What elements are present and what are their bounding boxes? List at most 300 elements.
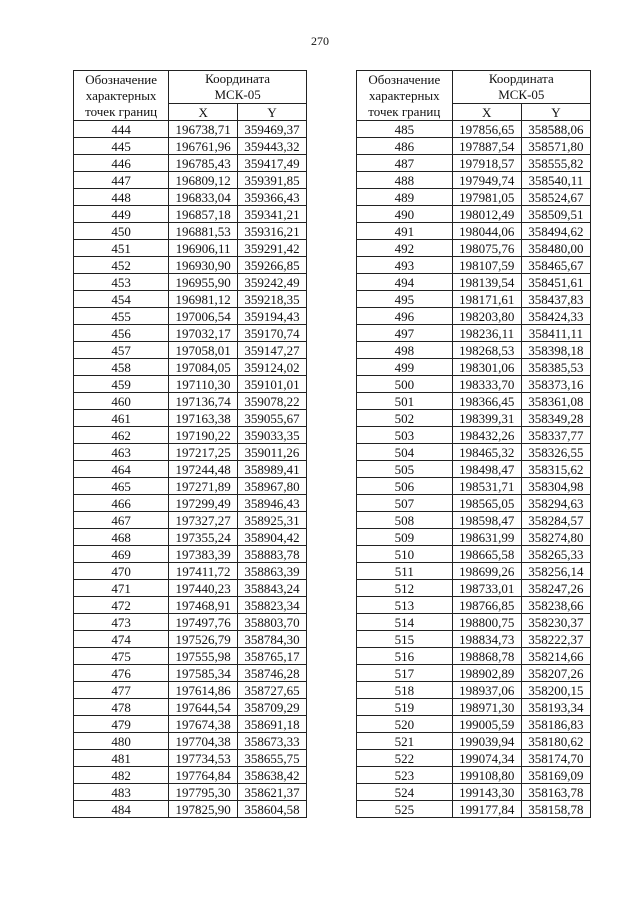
point-number: 518	[357, 682, 453, 699]
coord-x: 197355,24	[169, 529, 238, 546]
point-number: 457	[74, 342, 169, 359]
table-row	[357, 580, 591, 597]
table-row	[357, 444, 591, 461]
point-number: 447	[74, 172, 169, 189]
table-row	[357, 546, 591, 563]
table-row	[357, 257, 591, 274]
coord-y: 358843,24	[238, 580, 307, 597]
point-number: 475	[74, 648, 169, 665]
point-number: 520	[357, 716, 453, 733]
point-number: 503	[357, 427, 453, 444]
point-number: 456	[74, 325, 169, 342]
coord-y: 359316,21	[238, 223, 307, 240]
point-number: 451	[74, 240, 169, 257]
table-row	[74, 121, 307, 138]
point-number: 510	[357, 546, 453, 563]
point-number: 498	[357, 342, 453, 359]
header-x: X	[452, 104, 521, 121]
point-number: 525	[357, 801, 453, 818]
coord-x: 196955,90	[169, 274, 238, 291]
table-row	[357, 733, 591, 750]
table-row	[74, 410, 307, 427]
table-row	[74, 291, 307, 308]
coord-x: 197383,39	[169, 546, 238, 563]
coord-y: 358524,67	[521, 189, 590, 206]
coord-x: 198075,76	[452, 240, 521, 257]
coord-y: 358494,62	[521, 223, 590, 240]
table-row	[357, 138, 591, 155]
table-row	[74, 342, 307, 359]
point-number: 506	[357, 478, 453, 495]
point-number: 484	[74, 801, 169, 818]
point-number: 463	[74, 444, 169, 461]
coord-y: 358655,75	[238, 750, 307, 767]
coord-x: 198171,61	[452, 291, 521, 308]
point-number: 469	[74, 546, 169, 563]
point-number: 472	[74, 597, 169, 614]
point-number: 490	[357, 206, 453, 223]
point-number: 474	[74, 631, 169, 648]
coord-y: 358727,65	[238, 682, 307, 699]
coord-y: 359194,43	[238, 308, 307, 325]
coord-x: 197981,05	[452, 189, 521, 206]
coord-x: 196906,11	[169, 240, 238, 257]
point-number: 524	[357, 784, 453, 801]
point-number: 492	[357, 240, 453, 257]
table-row	[74, 733, 307, 750]
table-row	[74, 614, 307, 631]
coord-x: 197887,54	[452, 138, 521, 155]
coord-y: 358349,28	[521, 410, 590, 427]
table-row	[357, 801, 591, 818]
table-row	[357, 767, 591, 784]
header-designation-line: Обозначение	[85, 71, 158, 87]
point-number: 513	[357, 597, 453, 614]
coord-y: 358709,29	[238, 699, 307, 716]
table-row	[74, 580, 307, 597]
coord-x: 197795,30	[169, 784, 238, 801]
coord-y: 358480,00	[521, 240, 590, 257]
table-row	[74, 155, 307, 172]
table-row	[357, 716, 591, 733]
coord-y: 358247,26	[521, 580, 590, 597]
point-number: 515	[357, 631, 453, 648]
header-designation-line: точек границ	[85, 103, 158, 119]
table-row	[357, 631, 591, 648]
table-row	[74, 444, 307, 461]
point-number: 489	[357, 189, 453, 206]
coord-x: 197217,25	[169, 444, 238, 461]
point-number: 501	[357, 393, 453, 410]
coord-y: 358230,37	[521, 614, 590, 631]
table-row	[357, 648, 591, 665]
table-row	[357, 291, 591, 308]
table-row	[357, 240, 591, 257]
table-row	[74, 495, 307, 512]
coord-y: 358294,63	[521, 495, 590, 512]
point-number: 505	[357, 461, 453, 478]
coord-y: 359443,32	[238, 138, 307, 155]
coord-y: 358222,37	[521, 631, 590, 648]
coord-x: 197411,72	[169, 563, 238, 580]
coord-y: 358803,70	[238, 614, 307, 631]
point-number: 512	[357, 580, 453, 597]
coord-y: 358186,83	[521, 716, 590, 733]
coord-y: 359291,42	[238, 240, 307, 257]
header-designation-line: точек границ	[368, 103, 441, 119]
coord-y: 358863,39	[238, 563, 307, 580]
table-row	[74, 478, 307, 495]
coord-y: 358274,80	[521, 529, 590, 546]
point-number: 468	[74, 529, 169, 546]
table-row	[357, 563, 591, 580]
table-row	[357, 784, 591, 801]
coord-y: 359366,43	[238, 189, 307, 206]
table-row	[74, 597, 307, 614]
point-number: 500	[357, 376, 453, 393]
point-number: 519	[357, 699, 453, 716]
table-row	[74, 325, 307, 342]
coord-y: 358925,31	[238, 512, 307, 529]
coord-y: 358163,78	[521, 784, 590, 801]
point-number: 485	[357, 121, 453, 138]
coord-x: 198301,06	[452, 359, 521, 376]
coord-x: 198333,70	[452, 376, 521, 393]
coordinates-table-right	[356, 70, 591, 818]
point-number: 488	[357, 172, 453, 189]
coord-x: 199005,59	[452, 716, 521, 733]
coord-x: 197032,17	[169, 325, 238, 342]
coord-x: 197614,86	[169, 682, 238, 699]
coord-y: 358904,42	[238, 529, 307, 546]
coord-x: 197190,22	[169, 427, 238, 444]
point-number: 523	[357, 767, 453, 784]
table-row	[74, 393, 307, 410]
table-row	[357, 308, 591, 325]
point-number: 444	[74, 121, 169, 138]
table-row	[357, 410, 591, 427]
coord-x: 198268,53	[452, 342, 521, 359]
coord-x: 197704,38	[169, 733, 238, 750]
table-row	[357, 342, 591, 359]
coord-y: 358158,78	[521, 801, 590, 818]
coord-y: 359417,49	[238, 155, 307, 172]
table-row	[74, 206, 307, 223]
coord-y: 358424,33	[521, 308, 590, 325]
table-row	[74, 767, 307, 784]
coord-x: 197674,38	[169, 716, 238, 733]
coord-x: 197644,54	[169, 699, 238, 716]
table-row	[357, 121, 591, 138]
header-designation-line: характерных	[85, 87, 157, 103]
header-designation-line: характерных	[368, 87, 440, 103]
coord-y: 358169,09	[521, 767, 590, 784]
coord-x: 198733,01	[452, 580, 521, 597]
point-number: 516	[357, 648, 453, 665]
header-coordinate-line: МСК-05	[498, 87, 545, 102]
point-number: 466	[74, 495, 169, 512]
table-row	[357, 189, 591, 206]
header-designation	[74, 71, 169, 121]
table-row	[74, 274, 307, 291]
coord-y: 358207,26	[521, 665, 590, 682]
coord-y: 358214,66	[521, 648, 590, 665]
coord-x: 198044,06	[452, 223, 521, 240]
coord-y: 358256,14	[521, 563, 590, 580]
table-row	[357, 614, 591, 631]
header-coordinate	[452, 71, 590, 104]
coord-y: 358265,33	[521, 546, 590, 563]
coord-x: 196881,53	[169, 223, 238, 240]
page-number: 270	[311, 34, 329, 48]
coord-y: 358361,08	[521, 393, 590, 410]
coord-y: 358746,28	[238, 665, 307, 682]
coord-y: 358193,34	[521, 699, 590, 716]
point-number: 448	[74, 189, 169, 206]
coord-x: 197110,30	[169, 376, 238, 393]
coord-x: 198531,71	[452, 478, 521, 495]
coord-y: 359147,27	[238, 342, 307, 359]
table-row	[74, 189, 307, 206]
coord-y: 358437,83	[521, 291, 590, 308]
table-row	[74, 308, 307, 325]
coord-x: 197734,53	[169, 750, 238, 767]
table-row	[357, 529, 591, 546]
point-number: 477	[74, 682, 169, 699]
coord-x: 196761,96	[169, 138, 238, 155]
point-number: 476	[74, 665, 169, 682]
coord-y: 358883,78	[238, 546, 307, 563]
table-row	[357, 427, 591, 444]
point-number: 478	[74, 699, 169, 716]
point-number: 455	[74, 308, 169, 325]
coord-y: 359033,35	[238, 427, 307, 444]
point-number: 450	[74, 223, 169, 240]
point-number: 511	[357, 563, 453, 580]
point-number: 509	[357, 529, 453, 546]
coord-y: 359055,67	[238, 410, 307, 427]
header-coordinate-line: МСК-05	[214, 87, 261, 102]
coord-x: 197271,89	[169, 478, 238, 495]
coord-y: 359078,22	[238, 393, 307, 410]
point-number: 522	[357, 750, 453, 767]
table-row	[74, 240, 307, 257]
coord-x: 196738,71	[169, 121, 238, 138]
table-row	[74, 631, 307, 648]
coord-y: 358604,58	[238, 801, 307, 818]
coord-x: 196981,12	[169, 291, 238, 308]
point-number: 496	[357, 308, 453, 325]
table-row	[357, 461, 591, 478]
table-row	[74, 512, 307, 529]
coord-x: 196857,18	[169, 206, 238, 223]
coord-x: 198107,59	[452, 257, 521, 274]
coord-x: 199039,94	[452, 733, 521, 750]
point-number: 504	[357, 444, 453, 461]
point-number: 464	[74, 461, 169, 478]
coord-y: 358989,41	[238, 461, 307, 478]
coord-y: 359341,21	[238, 206, 307, 223]
coord-x: 198565,05	[452, 495, 521, 512]
point-number: 486	[357, 138, 453, 155]
table-row	[357, 376, 591, 393]
coord-y: 359170,74	[238, 325, 307, 342]
point-number: 449	[74, 206, 169, 223]
coord-y: 358588,06	[521, 121, 590, 138]
coord-x: 198937,06	[452, 682, 521, 699]
point-number: 471	[74, 580, 169, 597]
coord-y: 358946,43	[238, 495, 307, 512]
point-number: 481	[74, 750, 169, 767]
point-number: 461	[74, 410, 169, 427]
table-row	[74, 665, 307, 682]
table-row	[357, 512, 591, 529]
coord-y: 358465,67	[521, 257, 590, 274]
coord-y: 358398,18	[521, 342, 590, 359]
table-row	[74, 784, 307, 801]
coord-x: 199177,84	[452, 801, 521, 818]
coord-x: 196930,90	[169, 257, 238, 274]
table-row	[357, 665, 591, 682]
coord-x: 197244,48	[169, 461, 238, 478]
coord-y: 358238,66	[521, 597, 590, 614]
table-row	[74, 461, 307, 478]
table-row	[74, 682, 307, 699]
coord-y: 358638,42	[238, 767, 307, 784]
point-number: 458	[74, 359, 169, 376]
point-number: 507	[357, 495, 453, 512]
header-designation-line: Обозначение	[368, 71, 441, 87]
header-y: Y	[521, 104, 590, 121]
coord-x: 198366,45	[452, 393, 521, 410]
point-number: 465	[74, 478, 169, 495]
table-row	[357, 325, 591, 342]
coord-x: 197825,90	[169, 801, 238, 818]
coord-y: 358765,17	[238, 648, 307, 665]
coord-y: 358823,34	[238, 597, 307, 614]
point-number: 454	[74, 291, 169, 308]
table-row	[74, 546, 307, 563]
table-row	[357, 223, 591, 240]
coord-y: 358200,15	[521, 682, 590, 699]
coord-x: 198203,80	[452, 308, 521, 325]
table-row	[74, 359, 307, 376]
coord-x: 197136,74	[169, 393, 238, 410]
coord-y: 358784,30	[238, 631, 307, 648]
coord-y: 358180,62	[521, 733, 590, 750]
coord-y: 358304,98	[521, 478, 590, 495]
coord-y: 359266,85	[238, 257, 307, 274]
coord-x: 197526,79	[169, 631, 238, 648]
table-row	[74, 223, 307, 240]
table-row	[357, 359, 591, 376]
table-row	[74, 257, 307, 274]
coord-x: 198971,30	[452, 699, 521, 716]
point-number: 446	[74, 155, 169, 172]
point-number: 480	[74, 733, 169, 750]
table-row	[74, 529, 307, 546]
coord-x: 197497,76	[169, 614, 238, 631]
coord-y: 358411,11	[521, 325, 590, 342]
point-number: 462	[74, 427, 169, 444]
table-row	[357, 478, 591, 495]
coord-x: 197006,54	[169, 308, 238, 325]
point-number: 495	[357, 291, 453, 308]
coord-x: 196809,12	[169, 172, 238, 189]
table-row	[74, 172, 307, 189]
table-row	[357, 155, 591, 172]
coord-x: 198399,31	[452, 410, 521, 427]
coord-y: 358284,57	[521, 512, 590, 529]
coord-y: 358337,77	[521, 427, 590, 444]
header-coordinate	[169, 71, 307, 104]
table-row	[74, 648, 307, 665]
table-row	[74, 801, 307, 818]
coord-y: 358621,37	[238, 784, 307, 801]
point-number: 482	[74, 767, 169, 784]
coord-y: 359469,37	[238, 121, 307, 138]
table-row	[74, 138, 307, 155]
table-row	[357, 393, 591, 410]
coord-y: 359101,01	[238, 376, 307, 393]
coord-x: 198465,32	[452, 444, 521, 461]
coord-x: 196833,04	[169, 189, 238, 206]
coord-x: 198432,26	[452, 427, 521, 444]
coord-x: 197327,27	[169, 512, 238, 529]
coord-x: 197918,57	[452, 155, 521, 172]
point-number: 459	[74, 376, 169, 393]
point-number: 508	[357, 512, 453, 529]
point-number: 473	[74, 614, 169, 631]
coord-x: 198236,11	[452, 325, 521, 342]
coord-y: 358571,80	[521, 138, 590, 155]
point-number: 453	[74, 274, 169, 291]
coord-y: 358509,51	[521, 206, 590, 223]
coord-y: 358326,55	[521, 444, 590, 461]
coord-x: 197585,34	[169, 665, 238, 682]
header-designation	[357, 71, 453, 121]
table-row	[357, 172, 591, 189]
coord-x: 197084,05	[169, 359, 238, 376]
coord-x: 198665,58	[452, 546, 521, 563]
table-row	[357, 699, 591, 716]
header-x: X	[169, 104, 238, 121]
coord-x: 197555,98	[169, 648, 238, 665]
table-row	[357, 495, 591, 512]
coord-x: 197163,38	[169, 410, 238, 427]
coord-x: 197299,49	[169, 495, 238, 512]
right-table-body	[357, 71, 591, 818]
coord-x: 198800,75	[452, 614, 521, 631]
coord-y: 359011,26	[238, 444, 307, 461]
point-number: 521	[357, 733, 453, 750]
point-number: 479	[74, 716, 169, 733]
point-number: 483	[74, 784, 169, 801]
coord-y: 358385,53	[521, 359, 590, 376]
header-coordinate-line: Координата	[205, 71, 271, 86]
coord-x: 197440,23	[169, 580, 238, 597]
point-number: 491	[357, 223, 453, 240]
coord-y: 358691,18	[238, 716, 307, 733]
point-number: 514	[357, 614, 453, 631]
point-number: 494	[357, 274, 453, 291]
table-row	[357, 206, 591, 223]
coord-y: 358555,82	[521, 155, 590, 172]
coord-x: 197468,91	[169, 597, 238, 614]
point-number: 517	[357, 665, 453, 682]
point-number: 452	[74, 257, 169, 274]
point-number: 497	[357, 325, 453, 342]
